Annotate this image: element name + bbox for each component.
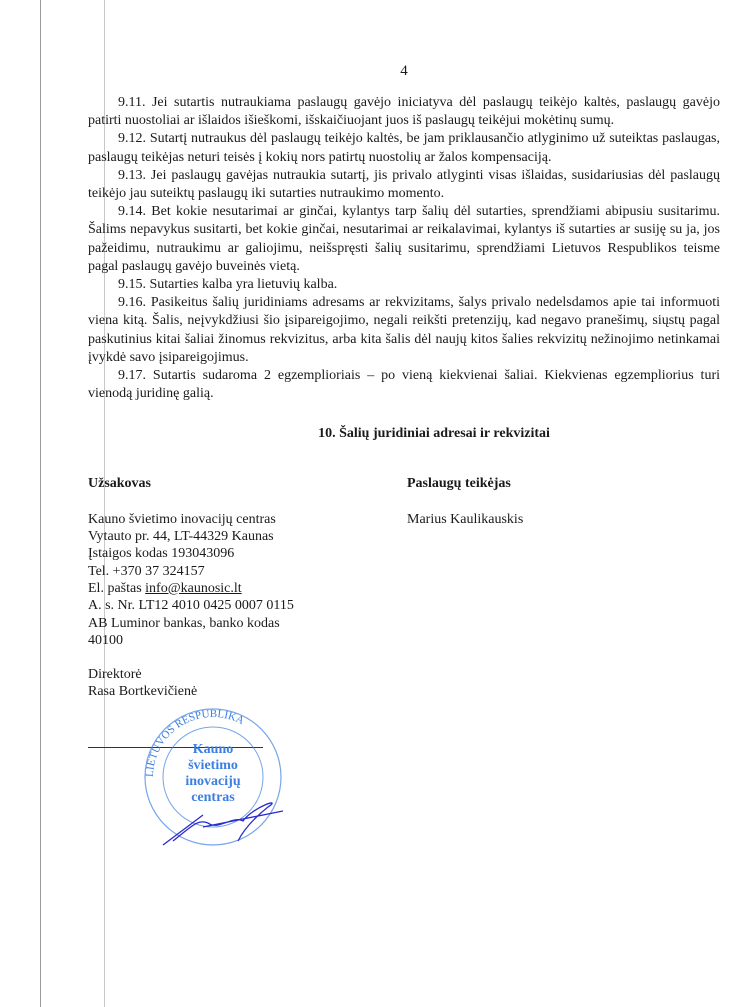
clause-9-11: 9.11. Jei sutartis nutraukiama paslaugų gavėjo iniciatyva dėl paslaugų teikėjo kaltės, paslaugų gavėjo patirti nuostoliai ar išlaidos išieškomi, išskaičiuojant juos iš paslaugų teikėjui mokėtinų sumų. (88, 95, 720, 129)
clause-9-15: 9.15. Sutarties kalba yra lietuvių kalba. (118, 277, 338, 293)
official-stamp (143, 707, 283, 847)
clause-9-17: 9.17. Sutartis sudaroma 2 egzemplioriais – po vieną kiekvienai šaliai. Kiekvienas egzempliorius turi vienodą juridinę galią. (88, 368, 720, 402)
customer-code: Įstaigos kodas 193043096 (88, 546, 235, 562)
customer-name: Kauno švietimo inovacijų centras (88, 511, 276, 527)
customer-signatory: Rasa Bortkevičienė (88, 684, 198, 700)
customer-email-row (88, 580, 407, 597)
stamp-line: inovacijų (185, 773, 241, 789)
provider-details (407, 475, 720, 856)
customer-address: Vytauto pr. 44, LT-44329 Kaunas (88, 529, 274, 545)
stamp-line: centras (191, 789, 235, 805)
signature-scribble (163, 803, 283, 845)
customer-bank: AB Luminor bankas, banko kodas (88, 615, 280, 631)
customer-account: A. s. Nr. LT12 4010 0425 0007 0115 (88, 598, 294, 614)
section-heading: 10. Šalių juridiniai adresai ir rekvizitai (318, 426, 550, 442)
clauses (88, 94, 720, 403)
customer-position: Direktorė (88, 667, 142, 683)
clause-9-12: 9.12. Sutartį nutraukus dėl paslaugų teikėjo kaltės, be jam priklausančio atlyginimo už suteiktas paslaugas, paslaugų teikėjas neturi teisės į kokių nors patirtų nuostolių ar žalos kompensaciją. (88, 131, 720, 165)
provider-name: Marius Kaulikauskis (407, 511, 524, 527)
page-number: 4 (400, 63, 408, 79)
email-label: El. paštas (88, 580, 146, 596)
signature-block (88, 707, 288, 857)
customer-title: Užsakovas (88, 476, 152, 492)
clause-9-16: 9.16. Pasikeitus šalių juridiniams adresams ar rekvizitams, šalys privalo nedelsdamos apie tai informuoti viena kitą. Šalis, neįvykdžiusi šio įsipareigojimo, negali reikšti pretenzijų, kad negavo pranešimų, siųstų pagal paskutinius kitai šaliai žinomus rekvizitus, arba kita šalis dėl naujų kitos šalies rekvizitų nežinojimo netinkamai įvykdė savo įsipareigojimus. (88, 295, 720, 365)
stamp-line: Kauno (192, 741, 234, 757)
stamp-ring-text: LIETUVOS RESPUBLIKA (143, 707, 247, 777)
customer-phone: Tel. +370 37 324157 (88, 563, 205, 579)
provider-title: Paslaugų teikėjas (407, 476, 511, 492)
stamp-line: švietimo (188, 757, 238, 773)
clause-9-13: 9.13. Jei paslaugų gavėjas nutraukia sutartį, jis privalo atlyginti visas išlaidas, susidariusias dėl paslaugų teikėjo jau suteiktų paslaugų iki sutarties nutraukimo momento. (88, 167, 720, 202)
customer-bank-code: 40100 (88, 632, 123, 648)
clause-9-14: 9.14. Bet kokie nesutarimai ar ginčai, kylantys tarp šalių dėl sutarties, sprendžiami abipusiu susitarimu. Šalims nepavykus susitarti, bet kokie ginčai, nesutarimai ar reikalavimai, kylantys iš sutarties ar susiję su ja, jos pažeidimu, nutraukimu ar galiojimu, neišspręsti šalių susitarimu, sprendžiami Lietuvos Respublikos teisme pagal paslaugų gavėjo buveinės vietą. (88, 204, 720, 274)
email-link[interactable]: info@kaunosic.lt (145, 580, 242, 596)
parties-details (88, 475, 720, 856)
customer-details (88, 475, 407, 856)
